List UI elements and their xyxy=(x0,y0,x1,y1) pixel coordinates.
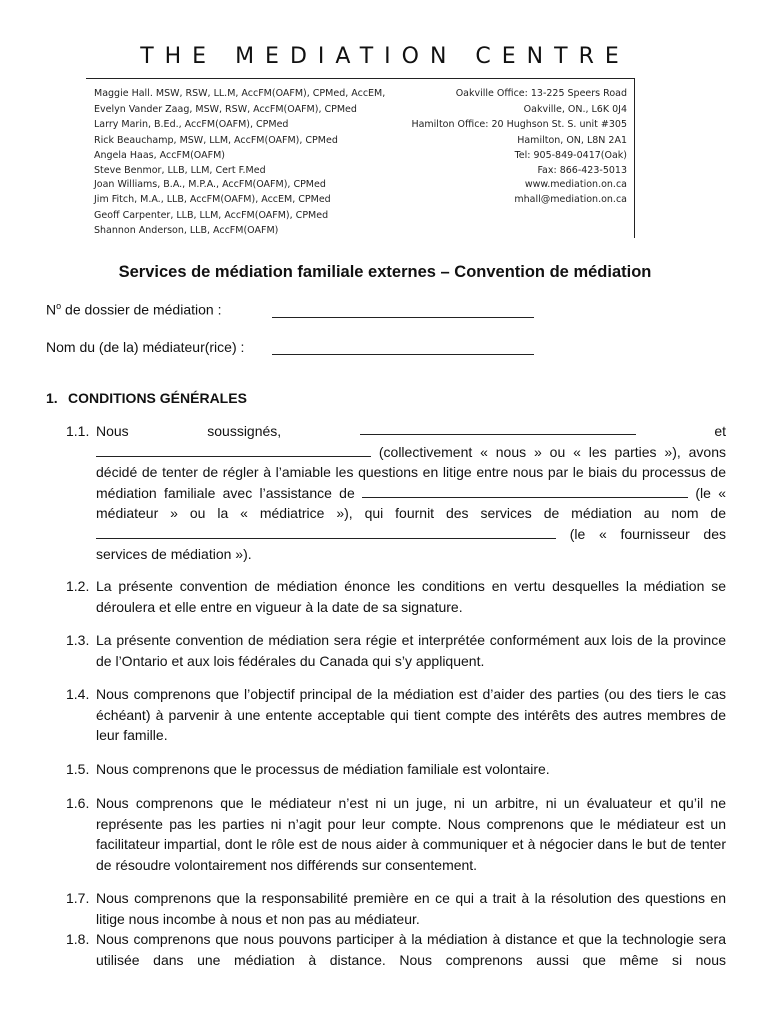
mediator-entry: Evelyn Vander Zaag, MSW, RSW, AccFM(OAFM), CPMed xyxy=(94,103,357,115)
mediator-entry: Rick Beauchamp, MSW, LLM, AccFM(OAFM), CPMed xyxy=(94,134,338,146)
file-number-field[interactable] xyxy=(272,303,534,318)
word-nous: Nous xyxy=(96,423,129,439)
mediator-entry: Jim Fitch, M.A., LLB, AccFM(OAFM), AccEM, CPMed xyxy=(94,194,331,205)
mediator-name-label: Nom du (de la) médiateur(rice) : xyxy=(46,339,245,355)
contact-line: Tel: 905-849-0417(Oak) xyxy=(514,150,627,161)
contact-website[interactable]: www.mediation.on.ca xyxy=(524,178,627,190)
clause-number: 1.7. xyxy=(66,890,90,906)
mediator-entry: Geoff Carpenter, LLB, LLM, AccFM(OAFM), CPMed xyxy=(94,209,329,221)
clause-number: 1.8. xyxy=(66,931,90,947)
contact-line: Hamilton, ON, L8N 2A1 xyxy=(517,134,627,146)
header-vertical-rule xyxy=(634,78,635,238)
clause-1-1-text-3: (le « médiateur » ou la « médiatrice »), qui fournit des services de médiation au nom de xyxy=(96,484,727,521)
mediator-entry: Angela Haas, AccFM(OAFM) xyxy=(94,150,225,161)
word-et: et xyxy=(714,423,726,439)
section-1-heading xyxy=(46,390,247,406)
clause-1-1-text-2: (collectivement « nous » ou « les parties »), avons décidé de tenter de régler à l’amiable les questions en litige entre nous par le biais du processus de médiation familiale avec l’assistance de xyxy=(96,443,726,501)
clause-1-2 xyxy=(66,576,726,617)
file-number-label xyxy=(46,301,272,318)
clause-1-4 xyxy=(66,684,726,746)
clause-1-1-text-4: (le « fournisseur des services de médiation »). xyxy=(96,525,727,562)
contact-line: Hamilton Office: 20 Hughson St. S. unit #305 xyxy=(411,119,627,130)
file-number-label-text: de dossier de médiation : xyxy=(61,301,222,318)
header-rule xyxy=(86,78,634,79)
clause-1-6 xyxy=(66,793,726,875)
clause-1-1 xyxy=(66,421,726,565)
clause-1-7 xyxy=(66,888,726,929)
party-2-field[interactable] xyxy=(96,443,371,457)
contact-line: Fax: 866-423-5013 xyxy=(537,164,627,176)
clause-number: 1.3. xyxy=(66,632,90,648)
mediator-entry: Larry Marin, B.Ed., AccFM(OAFM), CPMed xyxy=(94,119,289,130)
mediator-name-field[interactable] xyxy=(272,340,534,355)
word-soussignes: soussignés, xyxy=(207,423,282,439)
file-number-sup: o xyxy=(56,301,62,311)
clause-number: 1.6. xyxy=(66,795,90,811)
mediator-entry: Maggie Hall. MSW, RSW, LL.M, AccFM(OAFM), CPMed, AccEM, xyxy=(94,88,386,99)
clause-text: Nous comprenons que le processus de médiation familiale est volontaire. xyxy=(96,761,550,777)
clause-text: La présente convention de médiation sera régie et interprétée conformément aux lois de la province de l’Ontario et aux lois fédérales du Canada qui s’y appliquent. xyxy=(96,632,726,669)
clause-text: Nous comprenons que le médiateur n’est ni un juge, ni un arbitre, ni un évaluateur et qu’il ne représente pas les parties ni n’agit pour leur compte. Nous comprenons que le médiateur est un facilitateur impartial, dont le rôle est de nous aider à communiquer et à négocier dans le but de tenter de résoudre volontairement nos différends sur consentement. xyxy=(96,795,726,873)
provider-field[interactable] xyxy=(96,525,556,539)
file-number-prefix: N xyxy=(46,301,57,318)
clause-1-3 xyxy=(66,630,726,671)
clause-number: 1.2. xyxy=(66,578,90,594)
org-name: THE MEDIATION CENTRE xyxy=(140,44,630,69)
contact-line: Oakville, ON., L6K 0J4 xyxy=(523,103,627,115)
mediator-entry: Shannon Anderson, LLB, AccFM(OAFM) xyxy=(94,225,279,236)
clause-number: 1.4. xyxy=(66,686,90,702)
party-1-field[interactable] xyxy=(360,421,636,435)
clause-1-5 xyxy=(66,759,726,780)
mediator-name-row xyxy=(46,339,534,355)
mediator-entry: Joan Williams, B.A., M.P.A., AccFM(OAFM), CPMed xyxy=(94,178,326,190)
clause-text: La présente convention de médiation énonce les conditions en vertu desquelles la médiation se déroulera et elle entre en vigueur à la date de sa signature. xyxy=(96,578,726,615)
clause-text: Nous comprenons que la responsabilité première en ce qui a trait à la résolution des questions en litige nous incombe à nous et non pas au médiateur. xyxy=(96,890,726,927)
clause-1-8 xyxy=(66,929,726,970)
contact-email[interactable]: mhall@mediation.on.ca xyxy=(514,194,627,205)
mediator-list xyxy=(94,86,414,239)
clause-number: 1.1. xyxy=(66,423,90,439)
mediator-assist-field[interactable] xyxy=(362,484,688,498)
file-number-row xyxy=(46,301,534,318)
document-title: Services de médiation familiale externes – Convention de médiation xyxy=(118,263,652,281)
clause-1-1-body xyxy=(96,442,726,565)
contact-block xyxy=(367,86,627,208)
contact-line: Oakville Office: 13-225 Speers Road xyxy=(455,88,627,99)
clause-text: Nous comprenons que l’objectif principal de la médiation est d’aider des parties (ou des tiers le cas échéant) à parvenir à une entente acceptable qui tient compte des intérêts des autres membres de leur famille. xyxy=(96,686,726,743)
mediator-entry: Steve Benmor, LLB, LLM, Cert F.Med xyxy=(94,164,266,176)
clause-number: 1.5. xyxy=(66,761,90,777)
section-title: CONDITIONS GÉNÉRALES xyxy=(68,390,247,406)
clause-text: Nous comprenons que nous pouvons participer à la médiation à distance et que la technologie sera utilisée dans une médiation à distance. Nous comprenons aussi que même si nous xyxy=(96,931,726,968)
section-number: 1. xyxy=(46,390,58,406)
clause-1-1-first-line xyxy=(96,421,726,442)
